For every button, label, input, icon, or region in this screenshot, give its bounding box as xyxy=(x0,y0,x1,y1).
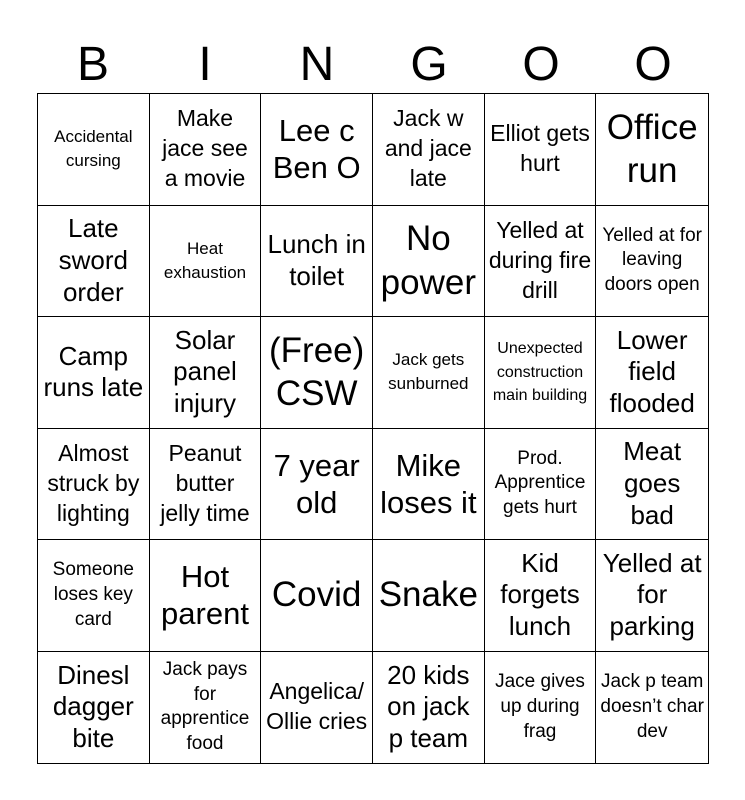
bingo-cell[interactable]: Almost struck by lighting xyxy=(38,429,150,541)
bingo-cell[interactable]: Someone loses key card xyxy=(38,540,150,652)
header-letter-n: N xyxy=(299,38,335,91)
bingo-cell[interactable]: Snake xyxy=(373,540,485,652)
bingo-cell[interactable]: 20 kids on jack p team xyxy=(373,652,485,764)
bingo-cell[interactable]: Office run xyxy=(596,94,708,206)
bingo-cell[interactable]: Late sword order xyxy=(38,206,150,318)
bingo-cell[interactable]: Accidental cursing xyxy=(38,94,150,206)
bingo-cell[interactable]: Meat goes bad xyxy=(596,429,708,541)
bingo-header xyxy=(37,36,709,94)
bingo-cell[interactable]: Camp runs late xyxy=(38,317,150,429)
bingo-cell[interactable]: Lower field flooded xyxy=(596,317,708,429)
bingo-cell[interactable]: Jack w and jace late xyxy=(373,94,485,206)
header-letter-o-2: O xyxy=(634,38,672,91)
bingo-cell[interactable]: Solar panel injury xyxy=(150,317,262,429)
header-letter-b: B xyxy=(76,38,109,91)
bingo-cell[interactable]: Hot parent xyxy=(150,540,262,652)
bingo-cell[interactable]: Yelled at during fire drill xyxy=(485,206,597,318)
bingo-board xyxy=(37,93,709,764)
bingo-cell[interactable]: Yelled at for parking xyxy=(596,540,708,652)
bingo-cell[interactable]: Elliot gets hurt xyxy=(485,94,597,206)
bingo-cell[interactable]: Unexpected construction main building xyxy=(485,317,597,429)
bingo-cell[interactable]: Lunch in toilet xyxy=(261,206,373,318)
bingo-cell[interactable]: Heat exhaustion xyxy=(150,206,262,318)
bingo-cell[interactable]: Prod. Apprentice gets hurt xyxy=(485,429,597,541)
header-letter-i: I xyxy=(198,38,212,91)
bingo-cell free-space[interactable]: (Free) CSW xyxy=(261,317,373,429)
bingo-cell[interactable]: 7 year old xyxy=(261,429,373,541)
bingo-cell[interactable]: Peanut butter jelly time xyxy=(150,429,262,541)
bingo-cell[interactable]: Lee c Ben O xyxy=(261,94,373,206)
bingo-cell[interactable]: Covid xyxy=(261,540,373,652)
bingo-cell[interactable]: Angelica/ Ollie cries xyxy=(261,652,373,764)
bingo-cell[interactable]: Kid forgets lunch xyxy=(485,540,597,652)
bingo-cell[interactable]: Jace gives up during frag xyxy=(485,652,597,764)
header-letter-g: G xyxy=(410,38,448,91)
bingo-cell[interactable]: Jack pays for apprentice food xyxy=(150,652,262,764)
bingo-cell[interactable]: No power xyxy=(373,206,485,318)
bingo-cell[interactable]: Jack p team doesn’t char dev xyxy=(600,671,704,742)
bingo-cell[interactable]: Yelled at for leaving doors open xyxy=(596,206,708,318)
bingo-cell[interactable]: Dinesl dagger bite xyxy=(38,652,150,764)
bingo-cell[interactable]: Mike loses it xyxy=(373,429,485,541)
bingo-cell[interactable]: Jack gets sunburned xyxy=(373,317,485,429)
header-letter-o: O xyxy=(522,38,560,91)
bingo-cell[interactable]: Make jace see a movie xyxy=(150,94,262,206)
